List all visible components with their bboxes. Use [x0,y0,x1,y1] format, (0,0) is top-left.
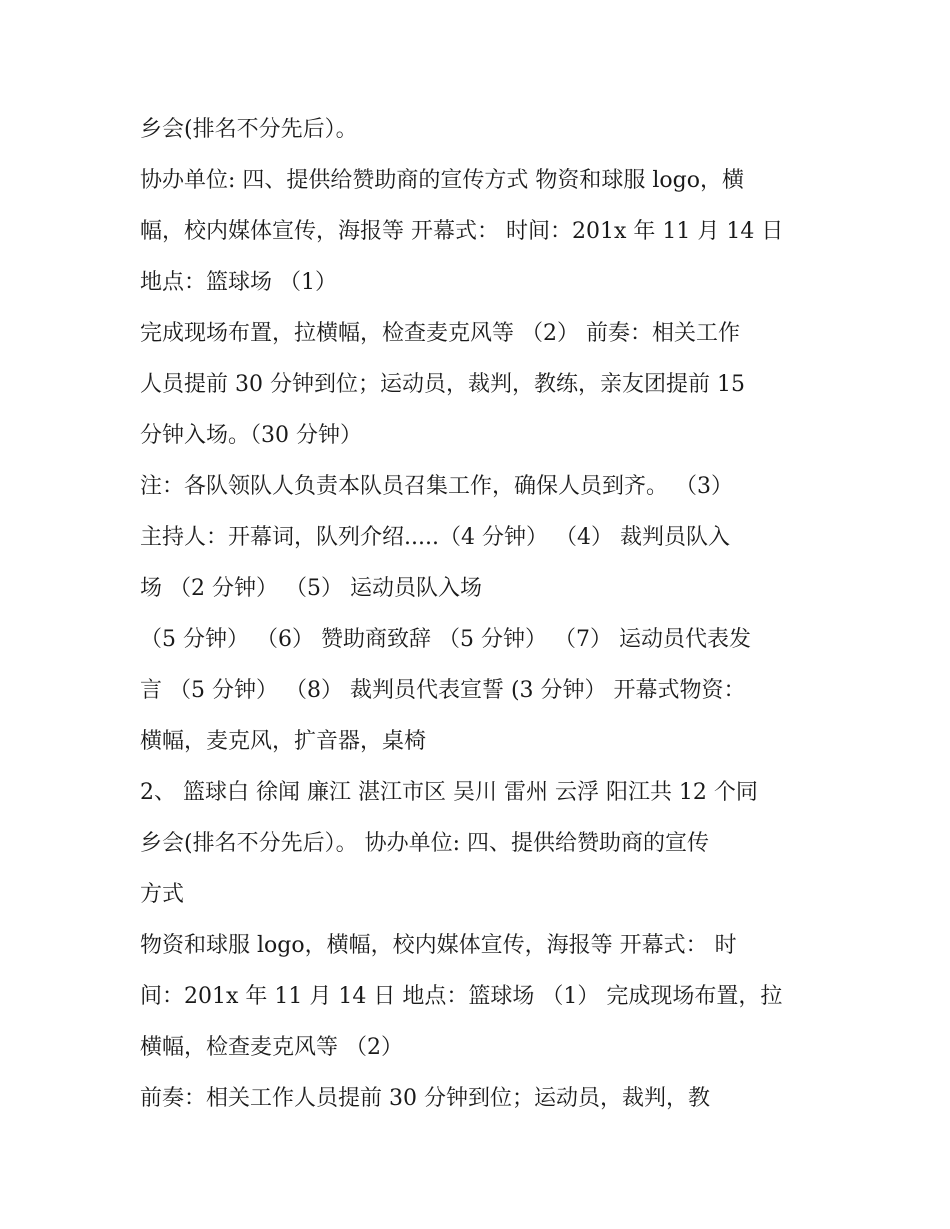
text-line: 横幅，检查麦克风等 （2） [140,1035,403,1060]
text-line: 协办单位: 四、提供给赞助商的宣传方式 物资和球服 logo，横 [140,168,745,193]
text-line: 言 （5 分钟） （8） 裁判员代表宣誓 (3 分钟） 开幕式物资： [140,678,746,703]
text-line: 注：各队领队人负责本队员召集工作，确保人员到齐。 （3） [140,474,733,499]
text-line: （5 分钟） （6） 赞助商致辞 （5 分钟） （7） 运动员代表发 [140,627,751,652]
text-line: 主持人：开幕词，队列介绍.....（4 分钟） （4） 裁判员队入 [140,525,730,550]
text-line: 场 （2 分钟） （5） 运动员队入场 [140,576,482,601]
document-body [140,104,820,1124]
text-line: 幅，校内媒体宣传，海报等 开幕式： 时间：201x 年 11 月 14 日 [140,219,784,244]
text-line: 人员提前 30 分钟到位；运动员，裁判，教练，亲友团提前 15 [140,372,745,397]
text-line: 分钟入场。（30 分钟） [140,423,362,448]
text-line: 乡会(排名不分先后）。 [140,117,358,142]
text-line: 方式 [140,882,185,907]
text-line: 间：201x 年 11 月 14 日 地点：篮球场 （1） 完成现场布置，拉 [140,984,783,1009]
text-line: 横幅，麦克风，扩音器，桌椅 [140,729,427,754]
text-line: 物资和球服 logo，横幅，校内媒体宣传，海报等 开幕式： 时 [140,933,737,958]
text-line: 前奏：相关工作人员提前 30 分钟到位；运动员，裁判，教 [140,1086,710,1111]
text-line: 2、 篮球白 徐闻 廉江 湛江市区 吴川 雷州 云浮 阳江共 12 个同 [140,780,758,805]
text-line: 乡会(排名不分先后）。 协办单位: 四、提供给赞助商的宣传 [140,831,709,856]
text-line: 地点：篮球场 （1） [140,270,337,295]
text-line: 完成现场布置，拉横幅，检查麦克风等 （2） 前奏：相关工作 [140,321,740,346]
